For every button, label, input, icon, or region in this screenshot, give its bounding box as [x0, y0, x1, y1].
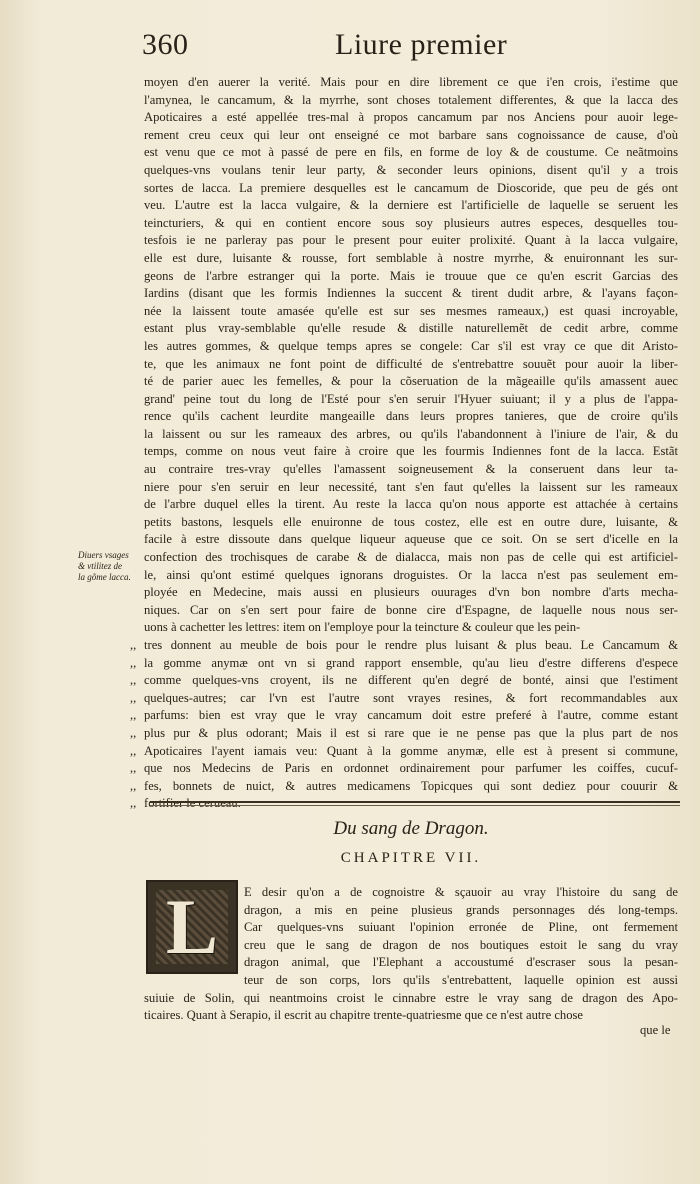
line-text: la laissent ou sur les rameaux des arbres, ou qu'ils l'abandonnent à l'iniure de l'air, & du	[144, 426, 678, 441]
line-text: Apoticaires l'ayent iamais veu: Quant à la gomme anymæ, elle est à present si commune,	[144, 743, 678, 758]
quote-mark: ,,	[130, 638, 137, 652]
text-line	[144, 619, 678, 637]
line-text: dragon animal, que l'Elephant a accoustumé d'escraser sous la pesan-	[244, 955, 678, 970]
line-text: la gomme anymæ ont vn si grand rapport ensemble, qu'au lieu d'estre differens d'espece	[144, 655, 678, 670]
line-text: fes, bonnets de nuict, & autres medicamens Topicques qui sont dediez pour couurir &	[144, 778, 678, 793]
line-text: estant plus vray-semblable qu'elle resude & distille naturellemẽt de cedit arbre, comme	[144, 321, 678, 336]
quote-line	[130, 637, 678, 655]
margin-note	[78, 550, 144, 583]
line-text: dragon, a mis en peine plusieus grands personnages dés long-temps.	[244, 902, 678, 917]
quote-mark: ,,	[130, 690, 137, 705]
page-number: 360	[142, 28, 189, 61]
line-text: té de parier auec les femelles, & pour la cõseruation de la mãgeaille qu'ils amassent auec	[144, 374, 678, 389]
text-line	[144, 303, 678, 321]
text-line	[144, 391, 678, 409]
line-text: est venu que ce mot à passé de pere en fils, en forme de loy & de coustume. Ce neãtmoins	[144, 145, 678, 160]
text-line	[144, 338, 678, 356]
line-text: uons à cachetter les lettres: item on l'employe pour la teincture & couleur que les pein-	[144, 620, 581, 635]
line-text: quelques-autres; car l'vn est l'autre sont vrayes resines, & fort recommandables aux	[144, 690, 678, 705]
line-text: rement creu ceux qui leur ont enseigné ce mot barbare sans cognoissance de cause, d'où	[144, 127, 678, 142]
text-lines	[144, 74, 678, 637]
chapter-line	[144, 902, 678, 920]
section-rule	[150, 801, 680, 803]
text-line	[144, 144, 678, 162]
margin-note-line: la gõme lacca.	[78, 572, 131, 582]
text-line	[144, 531, 678, 549]
quote-line	[130, 778, 678, 796]
quote-mark: ,,	[130, 796, 137, 811]
text-line	[144, 197, 678, 215]
line-text: niere pour s'en seruir en leur necessité, tant s'en faut qu'elles la laissent sur les rameaux	[144, 479, 678, 494]
quote-line	[130, 760, 678, 778]
quote-line	[130, 707, 678, 725]
text-line	[144, 127, 678, 145]
text-line	[144, 496, 678, 514]
text-line	[144, 215, 678, 233]
quote-line	[130, 655, 678, 673]
text-line	[144, 373, 678, 391]
line-text: parfums: bien est vray que le vray cancamum doit estre preferé à l'autre, comme estant	[144, 708, 678, 723]
chapter-text	[144, 884, 678, 1025]
line-text: rence qu'ils cachent leurdite mangeaille dans leurs propres tanieres, que de croire qu'ils	[144, 409, 678, 424]
text-line	[144, 567, 678, 585]
section-rule-thin	[150, 805, 680, 806]
text-line	[144, 320, 678, 338]
line-text: facile à estre dissoute dans quelque liqueur aqueuse que ce soit. On se sert d'icelle en la	[144, 532, 678, 547]
line-text: que nos Medecins de Paris en ordonnet ordinairement pour parfumer les coiffes, cucuf-	[144, 761, 678, 776]
text-line	[144, 443, 678, 461]
text-line	[144, 180, 678, 198]
section-title: Du sang de Dragon.	[333, 818, 489, 839]
quote-mark: ,,	[130, 673, 137, 688]
line-text: le, ainsi qu'ont estimé quelques ignorans droguistes. Or la lacca n'est pas seulement em-	[144, 567, 678, 582]
chapter-line	[144, 972, 678, 990]
line-text: Car quelques-vns suiuant l'opinion erronée de Pline, ont fermement	[244, 920, 678, 935]
quoted-passage	[130, 637, 678, 813]
chapter-line	[144, 954, 678, 972]
text-line	[144, 408, 678, 426]
quote-mark: ,,	[130, 778, 137, 793]
line-text: moyen d'en auerer la verité. Mais pour en dire librement ce que i'en crois, i'estime que	[144, 75, 678, 89]
line-text: ticaires. Quant à Serapio, il escrit au chapitre trente-quatriesme que ce n'est autre chose	[144, 1008, 584, 1023]
line-text: de l'arbre duquel elles la tirent. Au reste la lacca qu'on nous apporte est attachée à certains	[144, 497, 678, 512]
line-text: tesfois ie ne parleray pas pour le present pour euiter prolixité. Quant à la lacca vulgaire,	[144, 233, 678, 248]
text-line	[144, 109, 678, 127]
text-line	[144, 92, 678, 110]
margin-note-line: Diuers vsages	[78, 550, 129, 560]
line-text: te, que les animaux ne font point de difficulté de s'entrebattre souuẽt pour auoir la liber-	[144, 356, 678, 371]
line-text: grand' peine tout du long de l'Esté pour s'en seruir l'Hyuer suiuant; il y a plus de l'appa-	[144, 391, 678, 406]
line-text: teur de son corps, lors qu'ils s'entrebattent, laquelle opinion est aussi	[244, 972, 678, 987]
text-line	[144, 268, 678, 286]
quote-mark: ,,	[130, 743, 137, 758]
line-text: sortes de lacca. La premiere desquelles est le cancamum de Dioscoride, que peu de gés ont	[144, 180, 678, 195]
quote-mark: ,,	[130, 655, 137, 670]
chapter-line	[144, 884, 678, 902]
line-text: née la laissent toute amasée qu'elle est sur ses mesmes rameaux,) est quasi incroyable,	[144, 303, 678, 318]
quote-line	[130, 672, 678, 690]
margin-note-line: & vtilitez de	[78, 561, 122, 571]
line-text: geons de l'arbre estranger qui la porte. Mais ie trouue que ce qu'en escrit Garcias des	[144, 268, 678, 283]
text-line	[144, 285, 678, 303]
chapter-line	[144, 919, 678, 937]
quote-line	[130, 725, 678, 743]
line-text: petits bastons, lesquels elle enuironne de tous costez, elle est en outre dure, luisante, &	[144, 514, 678, 529]
quote-line	[130, 743, 678, 761]
text-line	[144, 461, 678, 479]
quote-line	[130, 690, 678, 708]
text-line	[144, 162, 678, 180]
text-line	[144, 602, 678, 620]
chapter-line	[144, 990, 678, 1008]
text-line	[144, 584, 678, 602]
text-line	[144, 549, 678, 567]
chapter-line	[144, 937, 678, 955]
line-text: au contraire tres-vray qu'elles l'amassent soigneusement & la conseruent dans leur ta-	[144, 462, 678, 477]
quote-mark: ,,	[130, 725, 137, 740]
quote-mark: ,,	[130, 708, 137, 723]
text-line	[144, 479, 678, 497]
text-line	[144, 232, 678, 250]
line-text: creu que le sang de dragon de nos boutiques estoit le sang du vray	[244, 937, 678, 952]
line-text: ployée en Medecine, mais aussi en plusieurs ouurages d'vn bon nombre d'arts mecha-	[144, 585, 678, 600]
line-text: E desir qu'on a de cognoistre & sçauoir au vray l'histoire du sang de	[244, 885, 678, 899]
line-text: comme quelques-vns croyent, ils ne different qu'en degré de bonté, ainsi que l'estiment	[144, 673, 678, 688]
line-text: veu. L'autre est la lacca vulgaire, & la derniere est l'artificielle de laquelle se seruent les	[144, 198, 678, 213]
line-text: niques. Car on s'en sert pour faire de bonne cire d'Espagne, de laquelle nous nous ser-	[144, 602, 678, 617]
line-text: confection des trochisques de carabe & de dialacca, mais non pas de celle qui est artificiel-	[144, 550, 678, 565]
line-text: Iardins (disant que les formis Indiennes la succent & tirent dudit arbre, & l'ayans façon-	[144, 286, 678, 301]
line-text: fortifier le cerueau.	[144, 796, 241, 811]
text-line	[144, 74, 678, 92]
line-text: elle est dure, luisante & rousse, fort semblable à nostre myrrhe, & enuironnant les sur-	[144, 250, 678, 265]
line-text: les autres gommes, & quelque temps apres se congele: Car s'il est vray ce que dit Aristo-	[144, 338, 678, 353]
catchword: que le	[640, 1023, 671, 1037]
line-text: temps, comme on nous veut faire à croire que les fourmis Indiennes font de la lacca. Estãt	[144, 444, 678, 459]
line-text: teincturiers, & qui en contient encore sous soy plusieurs autres especes, desquelles tou-	[144, 215, 678, 230]
line-text: tres donnent au meuble de bois pour le rendre plus luisant & plus beau. Le Cancamum &	[144, 638, 678, 652]
main-text	[130, 74, 678, 813]
text-line	[144, 356, 678, 374]
line-text: l'amynea, le cancamum, & la myrrhe, sont choses totalement differentes, & que la lacca des	[144, 92, 678, 107]
line-text: plus pur & plus odorant; Mais il est si rare que ie ne pense pas que la plus part de nos	[144, 725, 678, 740]
line-text: Apoticaires a esté appellée tres-mal à propos cancamum par nos Anciens pour auoir lege-	[144, 110, 678, 125]
quote-mark: ,,	[130, 761, 137, 776]
initial-letter: L	[165, 883, 219, 970]
line-text: suiuie de Solin, qui neantmoins croist le cinnabre estre le vray sang de dragon des Apo-	[144, 990, 678, 1005]
text-line	[144, 426, 678, 444]
chapter-heading: CHAPITRE VII.	[340, 850, 482, 866]
running-head: Liure premier	[335, 28, 508, 61]
chapter-line	[144, 1007, 678, 1025]
text-line	[144, 250, 678, 268]
line-text: quelques-vns voulans tenir leur party, & seconder leurs opinions, disent qu'il y a trois	[144, 162, 678, 177]
text-line	[144, 514, 678, 532]
